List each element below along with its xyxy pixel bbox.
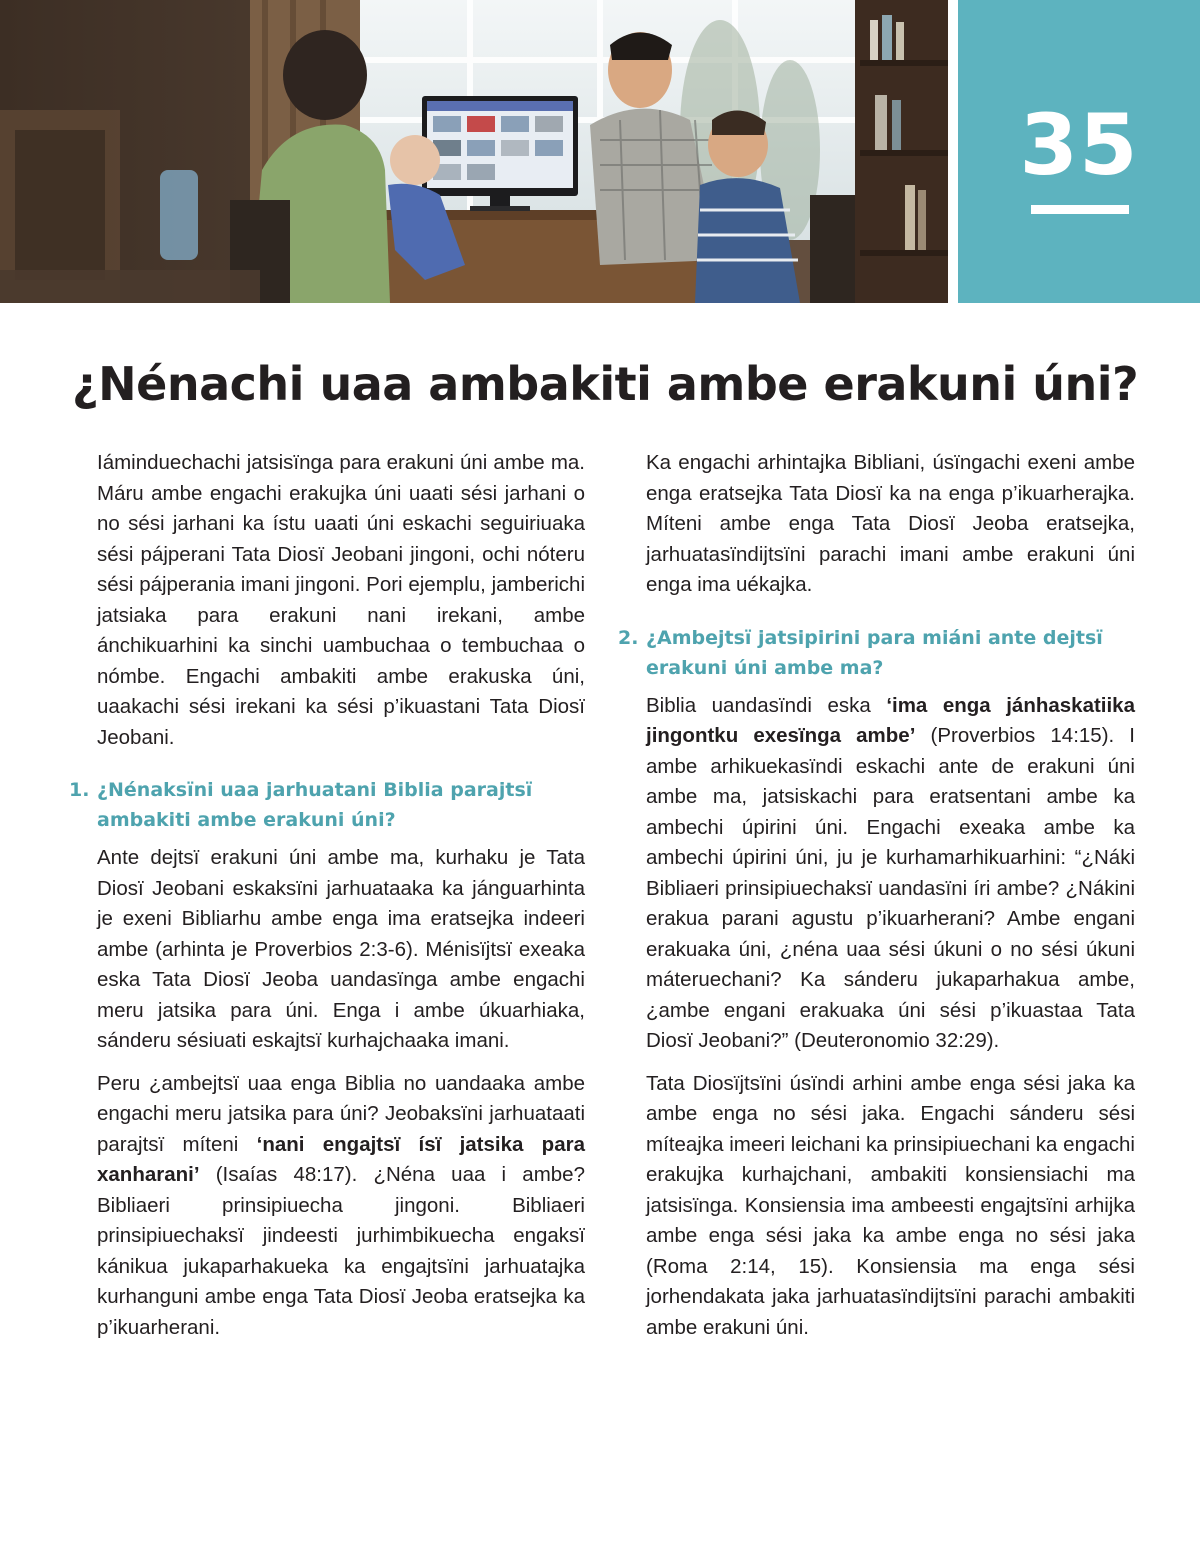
bold-quote: ‘ima enga jánhaskatiika jingontku exesïnga ambe’	[646, 693, 1135, 747]
paragraph: Ante dejtsï erakuni úni ambe ma, kurhaku je Tata Diosï Jeobani eskaksïni jarhuataaka ka jánguarhinta je exeni Bibliarhu ambe enga ima eratsejka indeeri ambe (arhinta je Proverbios 2:3-6). Ménisïjtsï exeaka eska Tata Diosï Jeoba uandasïnga ambe engachi meru jatsika para úni. Enga i ambe úkuarhiaka, sánderu sésiuati eskajtsï kurhajchaaka imani.	[97, 846, 585, 1052]
paragraph: Ka engachi arhintajka Bibliani, úsïngachi exeni ambe enga eratsejka Tata Diosï ka na enga p’ikuarherajka. Míteni ambe enga Tata Diosï Jeoba eratsejka, jarhuatasïndijtsïni parachi imani ambe erakuni úni enga ima uékajka.	[646, 451, 1135, 596]
intro-paragraph: Iáminduechachi jatsisïnga para erakuni úni ambe ma. Máru ambe engachi erakujka úni uaati sési jarhani o no sési jarhani ka ístu uaati úni eskachi seguiriuaka sési pájperani Tata Diosï Jeobani jingoni, ochi nóteru sési pájperania imani jingoni. Pori ejemplu, jamberichi jatsiaka para erakuni nani irekani, ambe ánchikuarhini ka sinchi uambuchaa o tembuchaa o nómbe. Engachi ambakiti ambe erakuska úni, uaakachi sési irekani ka sési p’ikuastani Tata Diosï Jeobani.	[97, 451, 585, 749]
right-column	[618, 448, 1135, 1355]
hero-photo	[0, 0, 948, 303]
lesson-number: 35	[1019, 96, 1139, 194]
question-text: ¿Ambejtsï jatsipirini para miáni ante dejtsï erakuni úni ambe ma?	[646, 626, 1103, 679]
badge-divider	[1031, 205, 1129, 214]
question-1	[69, 775, 585, 835]
family-computer-illustration	[0, 0, 948, 303]
paragraph: Tata Diosïjtsïni úsïndi arhini ambe enga sési jaka ka ambe enga no sési jaka. Engachi sánderu sési míteajka imeeri leichani ka prinsipiuechani ka engachi erakujka kurhajchani, ambakiti konsiensiachi ma jatsisïnga. Konsiensia ima ambeesti engajtsïni arhijka ambe enga sési jaka ka ambe enga no sési jaka (Roma 2:14, 15). Konsiensia ma enga sési jorhendakata jaka jarhuatasïndijtsïni parachi ambakiti ambe erakuni úni.	[646, 1071, 1135, 1339]
question-2	[618, 623, 1135, 683]
page-title: ¿Nénachi uaa ambakiti ambe erakuni úni?	[72, 357, 1139, 411]
question-number: 1.	[69, 779, 90, 801]
paragraph: Biblia uandasïndi eska ‘ima enga jánhaskatiika jingontku exesïnga ambe’ (Proverbios 14:15). I ambe arhikuekasïndi eskachi ante de erakuni úni ambe ma, jatsiskachi para eratsentani ambe ka ambechi úpirini úni. Engachi exeaka ambe ka ambechi úpirini úni, ju je kurhamarhikuarhini: “¿Náki Bibliaeri prinsipiuechaksï uandasïni íri ambe? ¿Nákini erakua parani agustu p’ikuarherani? Ambe engani erakuaka úni, ¿néna uaa sési úkuni o no sési úkuni máteruechani? Ka sánderu jukaparhakua ambe, ¿ambe engani erakuaka úni sési p’ikuastaa Tata Diosï Jeobani?” (Deuteronomio 32:29).	[646, 693, 1135, 1052]
left-column	[69, 448, 585, 1355]
lesson-badge	[958, 0, 1200, 303]
paragraph: Peru ¿ambejtsï uaa enga Biblia no uandaaka ambe engachi meru jatsika para úni? Jeobaksïni jarhuataati parajtsï míteni ‘nani engajtsï ísï jatsika para xanharani’ (Isaías 48:17). ¿Néna uaa i ambe? Bibliaeri prinsipiuecha jingoni. Bibliaeri prinsipiuechaksï jindeesti jurhimbikuecha engaksï kánikua jukaparhakueka ka engajtsïni jarhuatajka kurhanguni ambe enga Tata Diosï Jeoba eratsejka ka p’ikuarherani.	[97, 1071, 585, 1339]
question-number: 2.	[618, 626, 639, 649]
question-text: ¿Nénaksïni uaa jarhuatani Biblia parajtsï ambakiti ambe erakuni úni?	[97, 779, 533, 831]
bold-quote: ‘nani engajtsï ísï jatsika para xanharani’	[97, 1132, 585, 1186]
